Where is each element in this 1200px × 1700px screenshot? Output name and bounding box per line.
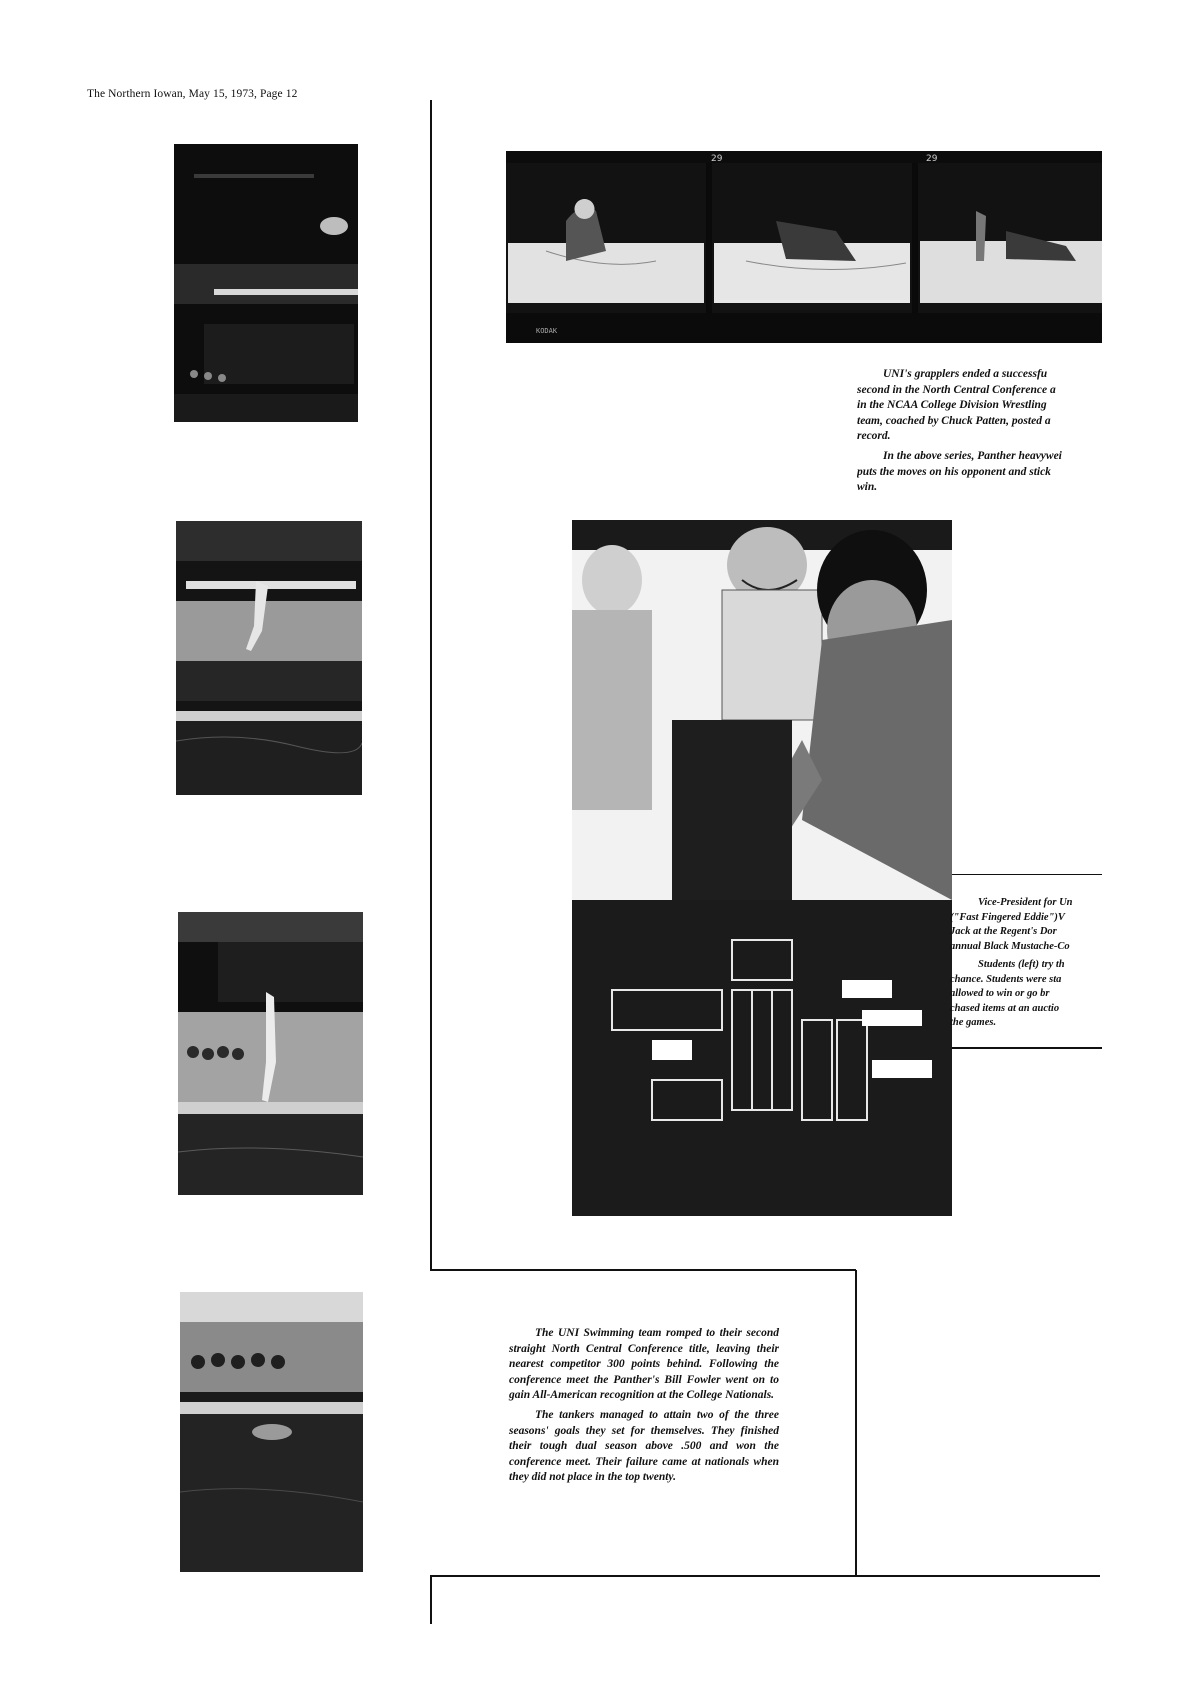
- caption-line: record.: [857, 430, 891, 443]
- caption-line: chance. Students were sta: [950, 973, 1062, 985]
- casino-caption-rule-bottom: [952, 1047, 1102, 1049]
- casino-caption: [950, 896, 1102, 1031]
- caption-paragraph: The UNI Swimming team romped to their second straight North Central Conference title, leaving their nearest competitor 300 points behind. Following the conference meet the Panther's Bill Fowler went on to gain All-American recognition at the College Nationals.: [509, 1327, 779, 1402]
- diving-photo-3: [178, 912, 363, 1195]
- box-rule-top: [430, 1269, 856, 1271]
- caption-line: Students (left) try th: [978, 959, 1065, 970]
- caption-line: chased items at an auctio: [950, 1002, 1060, 1014]
- wrestling-caption: [857, 367, 1102, 496]
- caption-line: the games.: [950, 1017, 997, 1028]
- caption-line: allowed to win or go br: [950, 988, 1050, 999]
- caption-line: annual Black Mustache-Co: [950, 940, 1070, 952]
- diving-photo-4: [180, 1292, 363, 1572]
- column-rule-vertical: [430, 100, 432, 1270]
- caption-line: ("Fast Fingered Eddie")V: [950, 911, 1065, 923]
- svg-text:29: 29: [711, 154, 723, 164]
- page-header: The Northern Iowan, May 15, 1973, Page 12: [87, 88, 298, 100]
- caption-line: Vice-President for Un: [978, 897, 1073, 908]
- casino-night-photo: [572, 520, 952, 1216]
- box-rule-right: [855, 1270, 857, 1576]
- casino-caption-rule-top: [952, 874, 1102, 875]
- caption-line: second in the North Central Conference a: [857, 383, 1056, 396]
- caption-line: UNI's grapplers ended a successfu: [883, 368, 1048, 380]
- caption-line: team, coached by Chuck Patten, posted a: [857, 414, 1051, 427]
- caption-line: in the NCAA College Division Wrestling: [857, 399, 1047, 412]
- wrestling-film-strip: [506, 151, 1102, 343]
- caption-paragraph: The tankers managed to attain two of the three seasons' goals they set for themselves. They finished their tough dual season above .500 and won the conference meet. Their failure came at nationals when they did not place in the top twenty.: [509, 1408, 779, 1484]
- column-rule-lower: [430, 1576, 432, 1624]
- caption-line: win.: [857, 481, 878, 494]
- box-rule-bottom: [430, 1575, 1100, 1577]
- swimming-caption: [509, 1326, 779, 1490]
- caption-line: In the above series, Panther heavywei: [883, 449, 1062, 462]
- diving-photo-1: [174, 144, 358, 422]
- diving-photo-2: [176, 521, 362, 795]
- caption-line: Jack at the Regent's Dor: [950, 926, 1057, 937]
- svg-text:KODAK: KODAK: [536, 327, 558, 335]
- svg-text:29: 29: [926, 154, 938, 164]
- caption-line: puts the moves on his opponent and stick: [857, 465, 1051, 478]
